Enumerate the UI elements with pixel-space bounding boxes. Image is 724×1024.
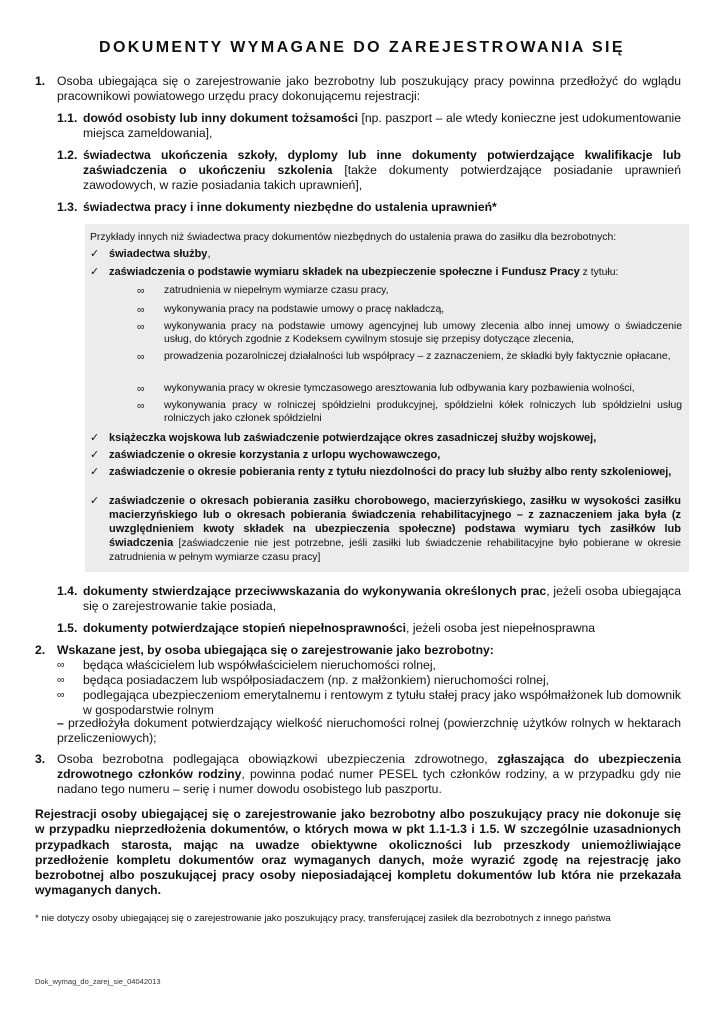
section-2-tail: – przedłożyła dokument potwierdzający wielkość nieruchomości rolnej (powierzchnię użytków rolnych w hektarach przeliczeniowych);: [57, 716, 681, 745]
item-1-2-number: 1.2.: [57, 148, 78, 162]
infinity-bullet-icon: ∞: [137, 400, 145, 412]
section-1-number: 1.: [35, 74, 46, 88]
item-1-1-number: 1.1.: [57, 111, 78, 125]
footnote: * nie dotyczy osoby ubiegającej się o zarejestrowanie jako poszukujący pracy, transferującej zasiłek dla bezrobotnych z innego państwa: [35, 913, 611, 924]
example-service-cert: świadectwa służby,: [109, 248, 211, 260]
closing-paragraph: Rejestracji osoby ubiegającej się o zarejestrowanie jako bezrobotny albo poszukujący pracy nie dokonuje się w przypadku nieprzedłożenia dokumentów, o których mowa w pkt 1.1-1.3 i 1.5. W szczególnie uzasadnionych przypadkach starosta, mając na uwadze obiektywne okoliczności lub przeszkody uniemożliwiające przedłożenie kompletu dokumentów oraz wymaganych danych, może wyrazić zgodę na rejestrację jako bezrobotnej albo poszukującej pracy osoby nieposiadającej kompletu dokumentów lub która nie przekazała wymaganych danych.: [35, 807, 681, 898]
infinity-bullet-icon: ∞: [57, 674, 65, 686]
item-1-4-number: 1.4.: [57, 584, 78, 598]
item-1-2-rest: [także dokumenty potwierdzające posiadanie uprawnień zawodowych, w razie posiadania takich uprawnień],: [83, 163, 681, 192]
section-1-text: Osoba ubiegająca się o zarejestrowanie jako bezrobotny lub poszukujący pracy powinna przedłożyć do wglądu pracownikowi powiatowego urzędu pracy dokonującemu rejestracji:: [57, 74, 681, 103]
check-icon: ✓: [90, 495, 100, 507]
sub-item: wykonywania pracy w rolniczej spółdzielni produkcyjnej, spółdzielni kółek rolniczych lub spółdzielni usług rolniczych jako członek spółdzielni: [164, 400, 682, 424]
item-1-3-bold: świadectwa pracy i inne dokumenty niezbędne do ustalenia uprawnień*: [83, 200, 497, 214]
check-icon: ✓: [90, 266, 100, 278]
example-pension-cert: zaświadczenie o okresie pobierania renty z tytułu niezdolności do pracy lub służby albo renty szkoleniowej,: [109, 466, 672, 478]
page-title: DOKUMENTY WYMAGANE DO ZAREJESTROWANIA SIĘ: [99, 39, 625, 56]
examples-intro: Przykłady innych niż świadectwa pracy dokumentów niezbędnych do ustalenia prawa do zasiłku dla bezrobotnych:: [90, 232, 617, 243]
item-1-4: dokumenty stwierdzające przeciwwskazania do wykonywania określonych prac, jeżeli osoba ubiegająca się o zarejestrowanie takie posiada,: [83, 584, 681, 613]
infinity-bullet-icon: ∞: [137, 383, 145, 395]
item-1-2: [83, 148, 681, 193]
infinity-bullet-icon: ∞: [57, 659, 65, 671]
item-1-3-number: 1.3.: [57, 200, 78, 214]
section-3-text: Osoba bezrobotna podlegająca obowiązkowi ubezpieczenia zdrowotnego, zgłaszająca do ubezpieczenia zdrowotnego członków rodziny, powinna podać numer PESEL tych członków rodziny, a w przypadku gdy nie nadano tego numeru – serię i numer dowodu osobistego lub paszportu.: [57, 752, 681, 796]
check-icon: ✓: [90, 248, 100, 260]
item-1-1-rest: [np. paszport – ale wtedy konieczne jest udokumentowanie miejsca zameldowania],: [83, 111, 681, 140]
item-1-2-bold: świadectwa ukończenia szkoły, dyplomy lub inne dokumenty potwierdzające kwalifikacje lub zaświadczenia o ukończeniu szkolenia: [83, 148, 681, 177]
check-icon: ✓: [90, 449, 100, 461]
check-icon: ✓: [90, 432, 100, 444]
item-1-3: [83, 200, 681, 215]
example-sickness-benefit: zaświadczenie o okresach pobierania zasiłku chorobowego, macierzyńskiego, zasiłku w wysokości zasiłku macierzyńskiego lub o okresach pobierania świadczenia rehabilitacyjnego – z zaznaczeniem jaka była (z uwzględnieniem kwoty składek na ubezpieczenia społeczne) podstawa wymiaru tych zasiłków lub świadczenia [zaświadczenie nie jest potrzebne, jeśli zasiłki lub świadczenie rehabilitacyjne było pobierane w okresie zatrudnienia w pełnym wymiarze czasu pracy]: [109, 495, 681, 563]
document-code: Dok_wymag_do_zarej_sie_04042013: [35, 977, 161, 986]
infinity-bullet-icon: ∞: [57, 689, 65, 701]
item-1-5-number: 1.5.: [57, 621, 78, 635]
section-2-heading: Wskazane jest, by osoba ubiegająca się o zarejestrowanie jako bezrobotny:: [57, 643, 494, 657]
sub-item: wykonywania pracy na podstawie umowy agencyjnej lub umowy zlecenia albo innej umowy o świadczenie usług, do których zgodnie z Kodeksem cywilnym stosuje się przepisy dotyczące zlecenia,: [164, 321, 682, 345]
sub-item: wykonywania pracy w okresie tymczasowego aresztowania lub odbywania kary pozbawienia wolności,: [164, 383, 635, 394]
item-1-1: [83, 111, 681, 141]
check-icon: ✓: [90, 466, 100, 478]
infinity-bullet-icon: ∞: [137, 351, 145, 363]
sub-item: prowadzenia pozarolniczej działalności lub współpracy – z zaznaczeniem, że składki były faktycznie opłacane,: [164, 351, 671, 362]
example-parental-leave: zaświadczenie o okresie korzystania z urlopu wychowawczego,: [109, 449, 441, 461]
example-military-book: książeczka wojskowa lub zaświadczenie potwierdzające okres zasadniczej służby wojskowej,: [109, 432, 597, 444]
section-2-number: 2.: [35, 643, 46, 657]
section-2-item: będąca posiadaczem lub współposiadaczem (np. z małżonkiem) nieruchomości rolnej,: [83, 673, 550, 687]
sub-item: wykonywania pracy na podstawie umowy o pracę nakładczą,: [164, 304, 445, 315]
example-contribution-cert: zaświadczenia o podstawie wymiaru składek na ubezpieczenie społeczne i Fundusz Pracy z tytułu:: [109, 266, 619, 278]
section-2-item: podlegająca ubezpieczeniom emerytalnemu i rentowym z tytułu stałej pracy jako współmałżonek lub domownik w gospodarstwie rolnym: [83, 688, 681, 717]
dash-mark: –: [57, 716, 64, 730]
item-1-5: dokumenty potwierdzające stopień niepełnosprawności, jeżeli osoba jest niepełnosprawna: [83, 621, 596, 635]
sub-item: zatrudnienia w niepełnym wymiarze czasu pracy,: [164, 285, 389, 296]
infinity-bullet-icon: ∞: [137, 285, 145, 297]
section-3-number: 3.: [35, 752, 46, 766]
infinity-bullet-icon: ∞: [137, 321, 145, 333]
infinity-bullet-icon: ∞: [137, 304, 145, 316]
section-2-item: będąca właścicielem lub współwłaścicielem nieruchomości rolnej,: [83, 658, 436, 672]
item-1-1-bold: dowód osobisty lub inny dokument tożsamości: [83, 111, 358, 125]
